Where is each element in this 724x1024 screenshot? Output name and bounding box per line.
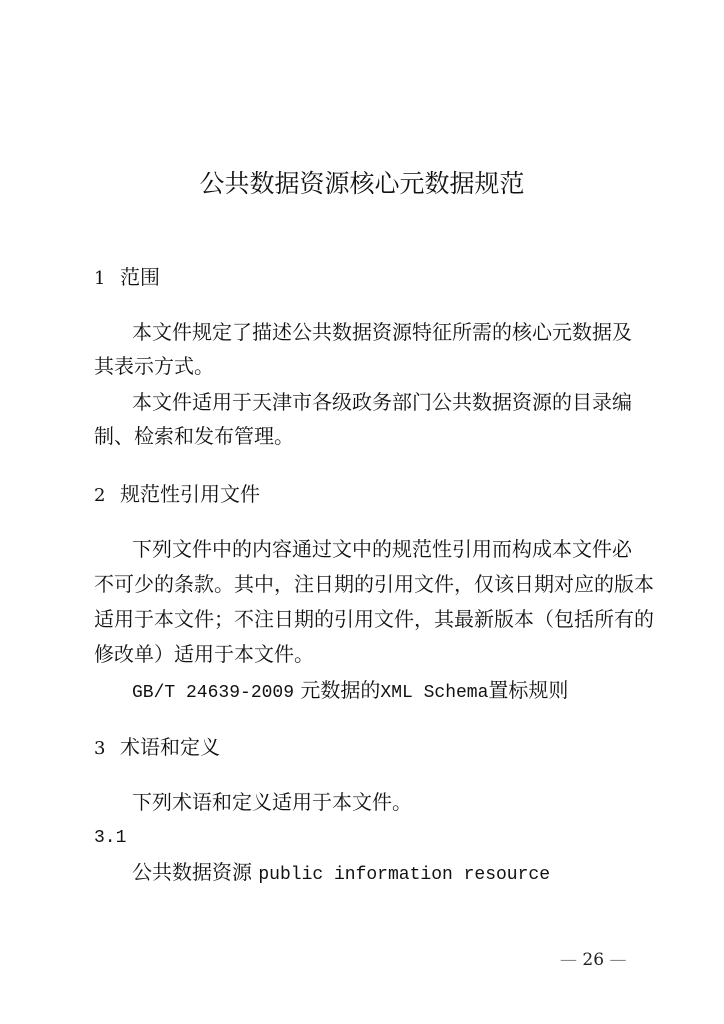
paragraph-line: 适用于本文件；不注日期的引用文件，其最新版本（包括所有的	[94, 607, 654, 631]
section-heading-2	[94, 482, 260, 508]
reference-name-part: 置标规则	[488, 678, 569, 702]
term-entry	[132, 860, 550, 887]
term-chinese: 公共数据资源	[132, 860, 252, 884]
term-english: public information resource	[258, 865, 551, 885]
section-title: 术语和定义	[120, 735, 220, 759]
section-title: 范围	[120, 265, 160, 289]
section-number: 3	[94, 738, 106, 759]
reference-code: GB/T 24639-2009	[132, 683, 295, 703]
paragraph-line: 其表示方式。	[94, 354, 214, 378]
normative-reference	[132, 678, 568, 705]
paragraph-line: 修改单）适用于本文件。	[94, 642, 314, 666]
paragraph-line: 下列术语和定义适用于本文件。	[132, 790, 412, 814]
page-number: 26	[582, 950, 605, 970]
section-title: 规范性引用文件	[120, 482, 260, 506]
paragraph-line: 不可少的条款。其中，注日期的引用文件，仅该日期对应的版本	[94, 572, 654, 596]
paragraph-line: 本文件适用于天津市各级政务部门公共数据资源的目录编	[132, 390, 632, 414]
section-heading-3	[94, 735, 220, 761]
reference-name-part: 元数据的	[300, 678, 381, 702]
page-title: 公共数据资源核心元数据规范	[199, 169, 525, 198]
section-number: 1	[94, 268, 106, 289]
term-number: 3.1	[94, 828, 127, 848]
section-heading-1	[94, 265, 160, 291]
reference-name-part: XML Schema	[380, 683, 489, 703]
footer-dash: —	[609, 950, 627, 970]
footer-dash: —	[560, 950, 577, 970]
paragraph-line: 下列文件中的内容通过文中的规范性引用而构成本文件必	[132, 537, 632, 561]
paragraph-line: 制、检索和发布管理。	[94, 424, 294, 448]
section-number: 2	[94, 485, 106, 506]
paragraph-line: 本文件规定了描述公共数据资源特征所需的核心元数据及	[132, 320, 632, 344]
page-footer	[560, 950, 626, 970]
